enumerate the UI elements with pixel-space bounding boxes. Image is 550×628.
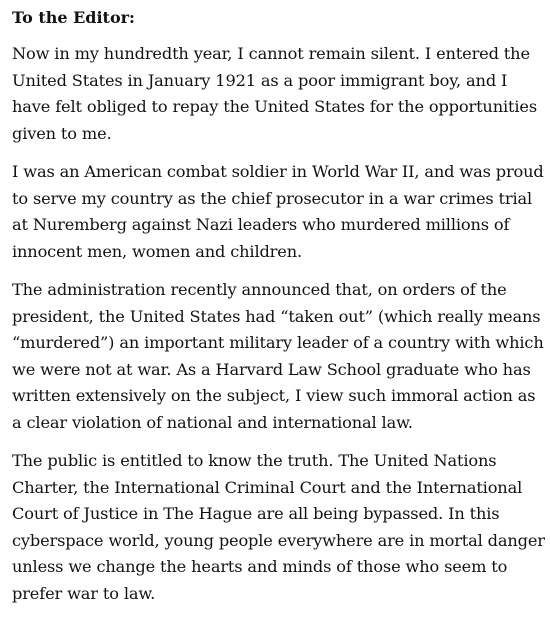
paragraph-3: The administration recently announced that, on orders of the president, the United States had “taken out” (which really means “murdered”) an important military leader of a country with which we were not at war. As a Harvard Law School graduate who has written extensively on the subject, I view such immoral action as a clear violation of national and international law.	[12, 280, 544, 432]
salutation: To the Editor:	[12, 8, 135, 27]
paragraph-1: Now in my hundredth year, I cannot remain silent. I entered the United States in January 1921 as a poor immigrant boy, and I have felt obliged to repay the United States for the opportunities given to me.	[12, 44, 537, 143]
paragraph-4: The public is entitled to know the truth. The United Nations Charter, the International Criminal Court and the International Court of Justice in The Hague are all being bypassed. In this cyberspace world, young people everywhere are in mortal danger unless we change the hearts and minds of those who seem to prefer war to law.	[12, 451, 545, 603]
paragraph-2: I was an American combat soldier in World War II, and was proud to serve my country as the chief prosecutor in a war crimes trial at Nuremberg against Nazi leaders who murdered millions of innocent men, women and children.	[12, 162, 544, 261]
